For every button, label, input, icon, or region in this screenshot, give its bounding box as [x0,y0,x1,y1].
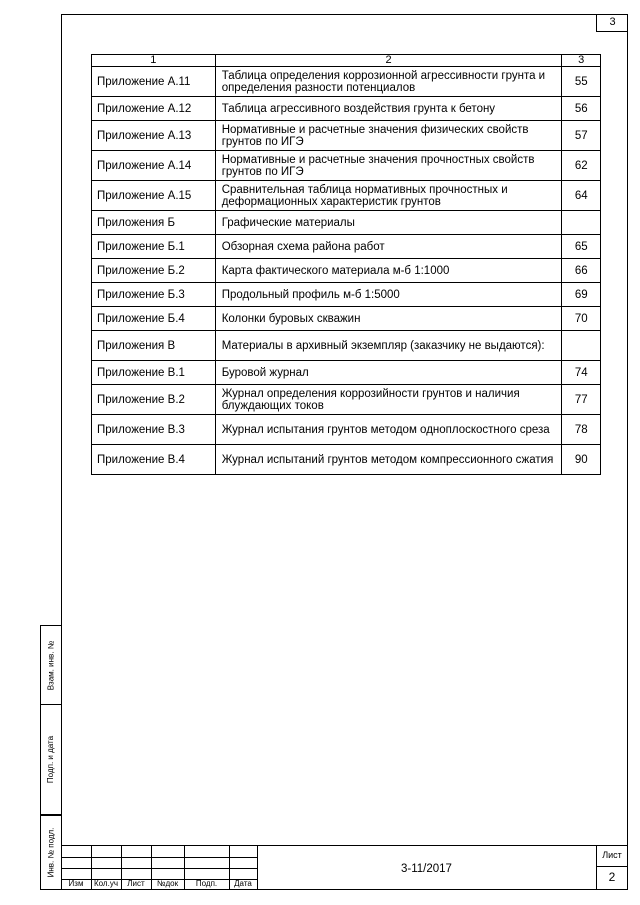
appendix-cell: Приложения В [92,331,216,361]
corner-page-number: 3 [596,14,628,32]
table-row [92,385,601,415]
header-col-2: 2 [215,55,562,67]
title-cell: Нормативные и расчетные значения прочностных свойств грунтов по ИГЭ [215,151,562,181]
title-cell: Журнал определения коррозийности грунтов и наличия блуждающих токов [215,385,562,415]
appendix-cell: Приложения Б [92,211,216,235]
page-cell: 70 [562,307,601,331]
appendix-cell: Приложение В.1 [92,361,216,385]
appendix-cell: Приложение В.2 [92,385,216,415]
table-row [92,67,601,97]
sheet-label: Лист [602,850,622,860]
table-row [92,361,601,385]
table-row [92,211,601,235]
contents-table [91,54,601,475]
page-cell: 77 [562,385,601,415]
page-cell: 66 [562,259,601,283]
page-cell: 64 [562,181,601,211]
sheet-number: 2 [608,870,616,884]
page-cell: 56 [562,97,601,121]
page-cell: 74 [562,361,601,385]
sign-date-cell [40,705,61,815]
document-code: 3-11/2017 [401,862,452,875]
title-cell: Сравнительная таблица нормативных прочностных и деформационных характеристик грунтов [215,181,562,211]
table-header-row [92,55,601,67]
title-cell: Карта фактического материала м-б 1:1000 [215,259,562,283]
table-row [92,415,601,445]
appendix-cell: Приложение А.14 [92,151,216,181]
table-row [92,307,601,331]
page-cell: 90 [562,445,601,475]
appendix-cell: Приложение Б.2 [92,259,216,283]
appendix-cell: Приложение А.15 [92,181,216,211]
page-cell [562,331,601,361]
stamp-col-list: Лист [127,879,145,888]
stamp-col-ndok: №док [156,879,179,888]
stamp-col-data: Дата [234,879,252,888]
inv-no-cell [40,815,61,890]
appendix-cell: Приложение А.12 [92,97,216,121]
table-row [92,445,601,475]
appendix-cell: Приложение В.3 [92,415,216,445]
inv-no-label: Инв. № подл. [46,827,56,878]
table-row [92,259,601,283]
table-row [92,181,601,211]
title-cell: Обзорная схема района работ [215,235,562,259]
page-cell: 69 [562,283,601,307]
table-row [92,331,601,361]
page-cell [562,211,601,235]
appendix-cell: Приложение А.13 [92,121,216,151]
appendix-cell: Приложение Б.4 [92,307,216,331]
stamp-col-izm: Изм [68,879,84,888]
header-col-3: 3 [562,55,601,67]
stamp-col-kol-uch: Кол.уч [94,879,118,888]
appendix-cell: Приложение В.4 [92,445,216,475]
title-cell: Журнал испытаний грунтов методом компрессионного сжатия [215,445,562,475]
appendix-cell: Приложение Б.3 [92,283,216,307]
appendix-cell: Приложение Б.1 [92,235,216,259]
replace-inv-label: Взам. инв. № [46,640,56,690]
table-row [92,235,601,259]
title-cell: Журнал испытания грунтов методом одноплоскостного среза [215,415,562,445]
title-cell: Графические материалы [215,211,562,235]
table-row [92,121,601,151]
sign-date-label: Подп. и дата [46,735,56,784]
title-block [61,845,628,890]
page-cell: 57 [562,121,601,151]
header-col-1: 1 [92,55,216,67]
title-cell: Продольный профиль м-б 1:5000 [215,283,562,307]
title-cell: Таблица агрессивного воздействия грунта к бетону [215,97,562,121]
page-cell: 55 [562,67,601,97]
title-cell: Материалы в архивный экземпляр (заказчику не выдаются): [215,331,562,361]
replace-inv-cell [40,625,61,705]
title-cell: Нормативные и расчетные значения физических свойств грунтов по ИГЭ [215,121,562,151]
table-row [92,151,601,181]
page-cell: 78 [562,415,601,445]
appendix-cell: Приложение А.11 [92,67,216,97]
page-cell: 62 [562,151,601,181]
title-cell: Буровой журнал [215,361,562,385]
table-row [92,97,601,121]
title-cell: Таблица определения коррозионной агрессивности грунта и определения разности потенциалов [215,67,562,97]
stamp-col-podp: Подп. [195,879,218,888]
table-row [92,283,601,307]
page-cell: 65 [562,235,601,259]
title-cell: Колонки буровых скважин [215,307,562,331]
